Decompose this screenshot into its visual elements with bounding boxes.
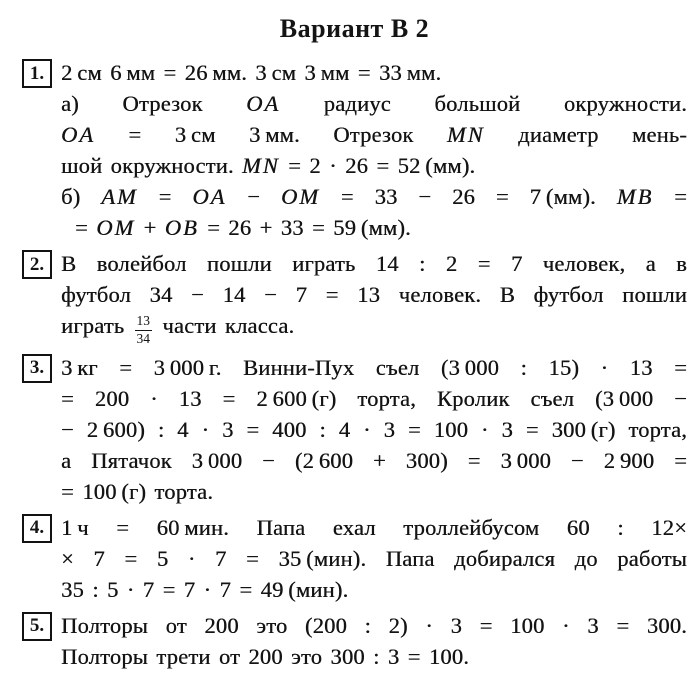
- text-line: [61, 279, 687, 310]
- problem-number-box: [22, 514, 52, 543]
- problem-number-label: 1.: [29, 62, 45, 84]
- math-variable: OA: [246, 91, 281, 116]
- text-run: б): [61, 184, 102, 209]
- fraction-denominator: 34: [136, 331, 151, 346]
- text-line: [61, 574, 687, 605]
- text-run: диаметр мень-: [484, 122, 687, 147]
- text-run: футбол 34 − 14 − 7 = 13 человек. В футбол пошли: [61, 282, 687, 307]
- text-run: Полторы от 200 это (200 : 2) · 3 = 100 · 3 = 300.: [61, 612, 687, 638]
- text-line: [61, 352, 687, 383]
- text-run: 35 : 5 · 7 = 7 · 7 = 49 (мин).: [61, 576, 349, 602]
- text-run: Полторы трети от 200 это 300 : 3 = 100.: [61, 643, 470, 669]
- text-line: [61, 383, 687, 414]
- text-run: шой окружности.: [61, 153, 243, 178]
- text-line: [61, 641, 687, 672]
- problem-number-box: [22, 612, 52, 641]
- text-run: = 100 (г) торта.: [61, 478, 214, 504]
- text-run: = 26 + 33 = 59 (мм).: [198, 215, 411, 240]
- text-run: =: [653, 184, 688, 209]
- text-line: [61, 610, 687, 641]
- math-variable: OM: [280, 184, 320, 209]
- text-line: [61, 248, 687, 279]
- text-line: [61, 119, 687, 150]
- text-run: 2 см 6 мм = 26 мм. 3 см 3 мм = 33 мм.: [61, 60, 442, 85]
- problem-number-label: 5.: [29, 615, 45, 637]
- problem-number-label: 4.: [29, 517, 45, 539]
- text-line: [61, 88, 687, 119]
- text-run: части класса.: [154, 313, 295, 338]
- problem-2: [22, 248, 687, 347]
- fraction: [135, 314, 153, 347]
- text-run: =: [75, 215, 97, 240]
- text-line: [61, 212, 687, 243]
- text-run: = 200 · 13 = 2 600 (г) торта, Кролик съел (3 000 −: [61, 385, 687, 411]
- problem-content: [61, 352, 687, 507]
- text-run: = 2 · 26 = 52 (мм).: [279, 153, 476, 178]
- problem-content: [61, 57, 687, 243]
- text-line: [61, 476, 687, 507]
- problem-3: [22, 352, 687, 507]
- text-run: 1 ч = 60 мин. Папа ехал троллейбусом 60 : 12×: [61, 514, 687, 540]
- text-line: [61, 414, 687, 445]
- problem-content: [61, 610, 687, 672]
- text-line: [61, 310, 687, 347]
- text-run: = 3 см 3 мм. Отрезок: [95, 122, 447, 147]
- problem-number-label: 2.: [29, 253, 45, 275]
- text-line: [61, 445, 687, 476]
- math-variable: OA: [192, 184, 227, 209]
- problem-number-box: [22, 250, 52, 279]
- text-run: а Пятачок 3 000 − (2 600 + 300) = 3 000 − 2 900 =: [61, 447, 687, 473]
- text-run: радиус большой окружности.: [280, 91, 687, 116]
- problem-content: [61, 512, 687, 605]
- math-variable: MB: [616, 184, 654, 209]
- text-run: × 7 = 5 · 7 = 35 (мин). Папа добирался до работы: [61, 545, 687, 571]
- text-line: [61, 543, 687, 574]
- problems-list: [22, 57, 687, 672]
- text-run: В волейбол пошли играть 14 : 2 = 7 человек, а в: [61, 251, 687, 276]
- math-variable: OB: [164, 215, 199, 240]
- text-run: +: [135, 215, 165, 240]
- text-line: [61, 181, 687, 212]
- math-variable: MN: [242, 153, 280, 178]
- text-run: − 2 600) : 4 · 3 = 400 : 4 · 3 = 100 · 3 = 300 (г) торта,: [61, 416, 687, 442]
- text-run: а) Отрезок: [61, 91, 247, 116]
- page-title: Вариант В 2: [279, 14, 430, 43]
- text-line: [61, 512, 687, 543]
- problem-1: [22, 57, 687, 243]
- math-variable: AM: [101, 184, 138, 209]
- text-run: = 33 − 26 = 7 (мм).: [319, 184, 617, 209]
- text-run: −: [226, 184, 281, 209]
- text-run: =: [137, 184, 193, 209]
- text-line: [61, 150, 687, 181]
- problem-number-label: 3.: [29, 357, 45, 379]
- problem-number-box: [22, 354, 52, 383]
- text-line: [61, 57, 687, 88]
- text-run: 3 кг = 3 000 г. Винни-Пух съел (3 000 : 15) · 13 =: [61, 354, 687, 380]
- problem-content: [61, 248, 687, 347]
- problem-number-box: [22, 59, 52, 88]
- problem-5: [22, 610, 687, 672]
- math-variable: OA: [61, 122, 95, 147]
- math-variable: MN: [446, 122, 485, 147]
- fraction-numerator: 13: [135, 314, 153, 331]
- math-variable: OM: [96, 215, 136, 240]
- problem-4: [22, 512, 687, 605]
- text-run: играть: [61, 313, 133, 338]
